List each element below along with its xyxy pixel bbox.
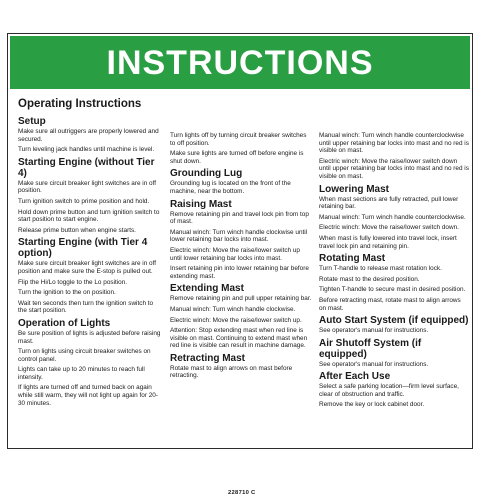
instruction-text: Wait ten seconds then turn the ignition switch to the start position.	[18, 299, 154, 315]
instruction-text: When mast sections are fully retracted, pull lower retaining bar.	[319, 195, 459, 211]
instruction-text: Rotate mast to the desired position.	[319, 275, 420, 283]
instruction-text: Turn the ignition to the on position.	[18, 289, 116, 297]
instruction-section	[18, 318, 161, 407]
instruction-text: Be sure position of lights is adjusted before raising mast.	[18, 329, 161, 345]
instruction-text: Electric winch: Move the raise/lower switch up until lower retaining bar locks into mast.	[170, 246, 300, 262]
instruction-section	[170, 283, 313, 350]
instruction-section	[18, 237, 161, 315]
instruction-text: Turn lights off by turning circuit breaker switches to off position.	[170, 132, 307, 147]
instruction-text: Flip the Hi/Lo toggle to the Lo position.	[18, 278, 128, 286]
instruction-text: Before retracting mast, rotate mast to align arrows on mast.	[319, 296, 461, 312]
columns-area	[18, 98, 469, 496]
instruction-text: Turn leveling jack handles until machine is level.	[18, 146, 155, 154]
column-1	[18, 98, 161, 410]
section-heading: Extending Mast	[170, 283, 244, 295]
instruction-text: Manual winch: Turn winch handle clockwise.	[170, 305, 296, 313]
section-heading: Grounding Lug	[170, 168, 243, 180]
instruction-text: Remove retaining pin and travel lock pin from top of mast.	[170, 210, 309, 226]
operating-instructions-title: Operating Instructions	[18, 98, 142, 110]
section-heading: Raising Mast	[170, 198, 232, 210]
section-heading: Rotating Mast	[319, 253, 386, 265]
instruction-text: Make sure lights are turned off before engine is shut down.	[170, 150, 304, 165]
instruction-text: Turn T-handle to release mast rotation lock.	[319, 265, 442, 273]
part-number: 228710 C	[228, 490, 256, 496]
instruction-text: Manual winch: Turn winch handle counterclockwise.	[319, 213, 466, 221]
section-heading: Retracting Mast	[170, 352, 246, 364]
instruction-text: Rotate mast to align arrows on mast before retracting.	[170, 364, 293, 380]
instruction-text: Make sure circuit breaker light switches are in off position.	[18, 179, 157, 195]
instruction-text: Lights can take up to 20 minutes to reach full intensity.	[18, 366, 145, 381]
instruction-text: Attention: Stop extending mast when red line is visible on mast. Continuing to extend mast when red line is visible can result in machine damage.	[170, 327, 308, 350]
section-heading: Air Shutoff System (if equipped)	[319, 337, 422, 360]
section-heading: Auto Start System (if equipped)	[319, 315, 469, 327]
instruction-section	[319, 338, 469, 369]
instruction-section	[18, 157, 161, 235]
instruction-text: Manual winch: Turn winch handle clockwise until lower retaining bar locks into mast.	[170, 228, 308, 244]
instruction-label	[7, 33, 473, 496]
instruction-text: See operator's manual for instructions.	[319, 360, 429, 368]
instruction-section	[170, 132, 313, 165]
instruction-text: Turn ignition switch to prime position and hold.	[18, 197, 150, 205]
instruction-text: See operator's manual for instructions.	[319, 327, 429, 335]
section-heading: Starting Engine (with Tier 4 option)	[18, 237, 148, 260]
instruction-text: Remove the key or lock cabinet door.	[319, 401, 425, 409]
section-heading: Starting Engine (without Tier 4)	[18, 156, 155, 179]
instruction-text: When mast is fully lowered into travel lock, insert travel lock pin and retaining pin.	[319, 234, 457, 250]
instruction-text: Electric winch: Move the raise/lower switch down.	[319, 224, 459, 232]
instruction-text: Make sure all outriggers are properly lowered and secured.	[18, 128, 159, 143]
instruction-text: Electric winch: Move the raise/lower switch down until upper retaining bar locks into mast and no red is visible on mast.	[319, 157, 469, 180]
section-heading: Operation of Lights	[18, 317, 111, 329]
section-heading: After Each Use	[319, 371, 391, 383]
title-banner	[10, 36, 470, 89]
instruction-text: Tighten T-handle to secure mast in desired position.	[319, 286, 466, 294]
instruction-text: Turn on lights using circuit breaker switches on control panel.	[18, 348, 151, 363]
instruction-section	[319, 184, 469, 251]
instruction-section	[319, 371, 469, 409]
section-heading: Setup	[18, 116, 46, 127]
instruction-text: Make sure circuit breaker light switches are in off position and make sure the E-stop is pulled out.	[18, 260, 157, 275]
column-2-body	[170, 132, 313, 380]
instruction-text: Electric winch: Move the raise/lower switch up.	[170, 316, 302, 324]
instruction-section	[319, 132, 469, 181]
column-3	[319, 132, 469, 412]
instruction-section	[170, 168, 313, 195]
instruction-text: If lights are turned off and turned back on again while still warm, they will not light up again for 20-30 minutes.	[18, 384, 158, 407]
instruction-text: Insert retaining pin into lower retaining bar before extending mast.	[170, 265, 309, 280]
column-3-body	[319, 132, 469, 409]
instruction-section	[170, 353, 313, 380]
label-title: INSTRUCTIONS	[106, 43, 374, 82]
instruction-text: Manual winch: Turn winch handle counterclockwise until upper retaining bar locks into mast and no red is visible on mast.	[319, 132, 469, 155]
instruction-section	[319, 253, 469, 312]
instruction-text: Hold down prime button and turn ignition switch to start position to start engine.	[18, 208, 160, 224]
instruction-section	[170, 199, 313, 281]
instruction-section	[18, 116, 161, 154]
instruction-section	[319, 315, 469, 335]
section-heading: Lowering Mast	[319, 183, 390, 195]
column-1-body	[18, 116, 161, 407]
column-2	[170, 132, 313, 383]
instruction-text: Release prime button when engine starts.	[18, 226, 136, 234]
instruction-text: Remove retaining pin and pull upper retaining bar.	[170, 295, 312, 303]
instruction-text: Select a safe parking location—firm level surface, clear of obstruction and traffic.	[319, 383, 459, 398]
instruction-text: Grounding lug is located on the front of the machine, near the bottom.	[170, 180, 291, 195]
